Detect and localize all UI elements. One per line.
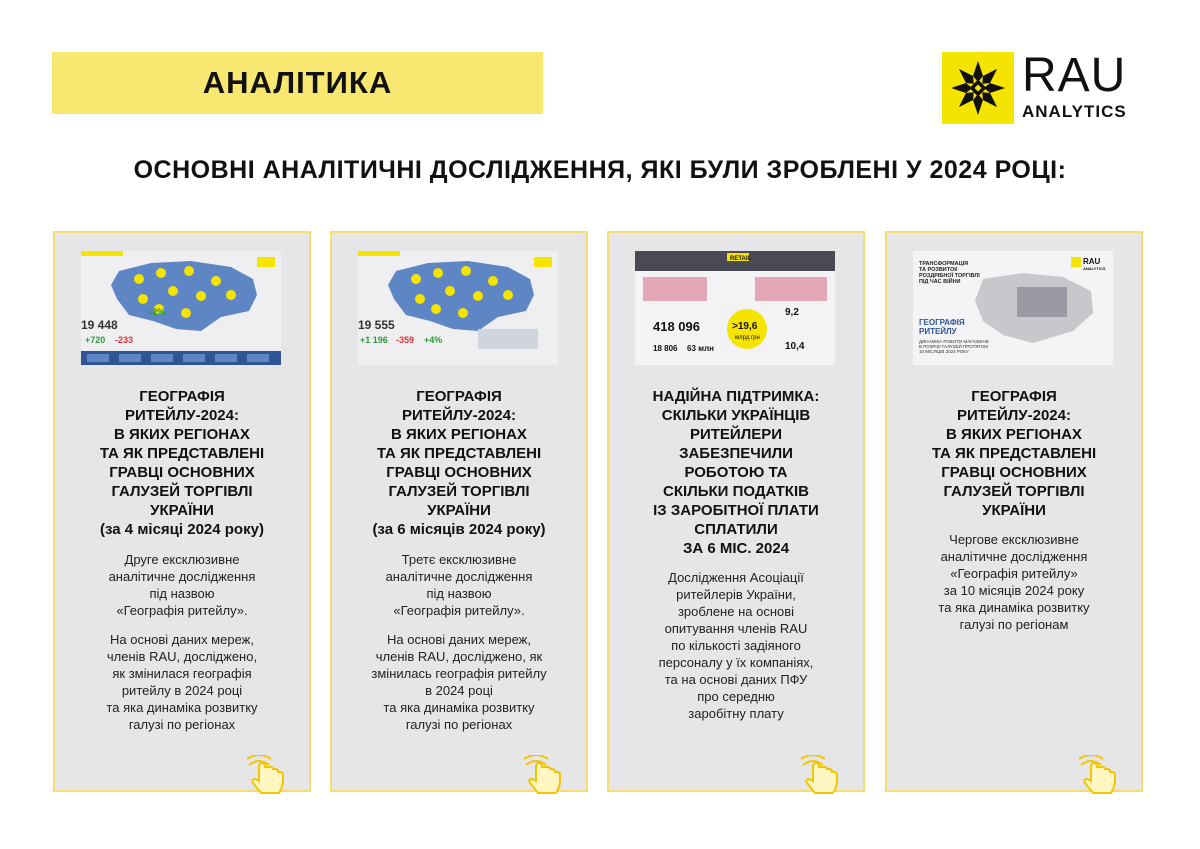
research-card-3[interactable] — [607, 231, 865, 792]
thumb-v2: 10,4 — [785, 341, 805, 352]
svg-text:РИТЕЙЛУ: РИТЕЙЛУ — [919, 327, 957, 336]
svg-text:ТРАНСФОРМАЦІЯ: ТРАНСФОРМАЦІЯ — [919, 261, 969, 267]
thumb-minus: -233 — [115, 335, 134, 345]
svg-text:В РОЗРІЗІ ГАЛУЗЕЙ ПРОТЯГОМ: В РОЗРІЗІ ГАЛУЗЕЙ ПРОТЯГОМ — [919, 344, 988, 349]
card-description-4: Чергове ексклюзивне аналітичне дослідження «Географія ритейлу» за 10 місяців 2024 року та яка динаміка розвитку галузі по регіонам — [938, 532, 1090, 632]
section-banner — [52, 52, 543, 114]
page-title: ОСНОВНІ АНАЛІТИЧНІ ДОСЛІДЖЕННЯ, ЯКІ БУЛИ ЗРОБЛЕНІ У 2024 РОЦІ: — [133, 156, 1067, 184]
thumb-plus: +720 — [85, 335, 106, 345]
report-thumbnail-4[interactable] — [913, 251, 1113, 365]
svg-text:ПІД ЧАС ВІЙНИ: ПІД ЧАС ВІЙНИ — [919, 279, 961, 285]
thumb-small1: 18 806 — [653, 344, 678, 353]
svg-text:RAU: RAU — [1083, 257, 1101, 266]
research-card-4[interactable] — [885, 231, 1143, 792]
thumb-big-number: 19 448 — [81, 318, 118, 332]
research-card-2[interactable] — [330, 231, 588, 792]
thumb-v1: 9,2 — [785, 307, 799, 318]
thumb-pct: +2% — [147, 307, 166, 317]
thumb-circle-unit: млрд грн — [735, 335, 760, 341]
report-thumbnail-3[interactable] — [635, 251, 835, 365]
card-description-1: Друге ексклюзивне аналітичне дослідження під назвою «Географія ритейлу». На основі даних мереж, членів RAU, досліджено, як змінилася географія ритейлу в 2024 році та яка динаміка розвитку галузі по регіонах — [106, 552, 258, 732]
thumb-big-number: 19 555 — [358, 318, 395, 332]
card-title-1: ГЕОГРАФІЯ РИТЕЙЛУ-2024: В ЯКИХ РЕГІОНАХ ТА ЯК ПРЕДСТАВЛЕНІ ГРАВЦІ ОСНОВНИХ ГАЛУЗЕЙ ТОРГІВЛІ УКРАЇНИ (за 4 місяці 2024 року) — [99, 388, 265, 538]
section-label: АНАЛІТИКА — [202, 65, 393, 100]
report-thumbnail-2[interactable] — [358, 251, 558, 365]
report-thumbnail-1[interactable] — [81, 251, 281, 365]
thumb-big-number: 418 096 — [653, 319, 700, 334]
card-description-3: Дослідження Асоціації ритейлерів України, зроблене на основі опитування членів RAU по кількості задіяного персоналу у їх компаніях, та на основі даних ПФУ про середню заробітну плату — [658, 570, 814, 721]
tap-hand-icon[interactable] — [522, 755, 566, 795]
logo-wordmark: RAU — [1022, 49, 1127, 102]
card-description-2: Третє ексклюзивне аналітичне дослідження під назвою «Географія ритейлу». На основі даних мереж, членів RAU, досліджено, як змінилась географія ритейлу в 2024 році та яка динаміка розвитку галузі по регіонах — [371, 552, 547, 732]
card-title-3: НАДІЙНА ПІДТРИМКА: СКІЛЬКИ УКРАЇНЦІВ РИТЕЙЛЕРИ ЗАБЕЗПЕЧИЛИ РОБОТОЮ ТА СКІЛЬКИ ПОДАТКІВ ІЗ ЗАРОБІТНОЇ ПЛАТИ СПЛАТИЛИ ЗА 6 МІС. 2024 — [652, 388, 820, 557]
rau-analytics-logo — [942, 49, 1152, 124]
thumb-minus: -359 — [396, 335, 415, 345]
svg-text:ANALYTICS: ANALYTICS — [1083, 266, 1106, 271]
tap-hand-icon[interactable] — [799, 755, 843, 795]
card-title-4: ГЕОГРАФІЯ РИТЕЙЛУ-2024: В ЯКИХ РЕГІОНАХ ТА ЯК ПРЕДСТАВЛЕНІ ГРАВЦІ ОСНОВНИХ ГАЛУЗЕЙ ТОРГІВЛІ УКРАЇНИ — [931, 388, 1097, 519]
star-ornament-icon — [942, 52, 1014, 124]
card-title-2: ГЕОГРАФІЯ РИТЕЙЛУ-2024: В ЯКИХ РЕГІОНАХ ТА ЯК ПРЕДСТАВЛЕНІ ГРАВЦІ ОСНОВНИХ ГАЛУЗЕЙ ТОРГІВЛІ УКРАЇНИ (за 6 місяців 2024 року) — [372, 388, 546, 538]
tap-hand-icon[interactable] — [245, 755, 289, 795]
thumb-tag: RETAIL — [730, 256, 752, 262]
logo-subtitle: ANALYTICS — [1022, 102, 1127, 121]
svg-text:РОЗДРІБНОЇ ТОРГІВЛІ: РОЗДРІБНОЇ ТОРГІВЛІ — [919, 273, 980, 279]
svg-text:ДИНАМІКА РОБОТИ МАГАЗИНІВ: ДИНАМІКА РОБОТИ МАГАЗИНІВ — [919, 339, 989, 344]
thumb-circle-value: >19,6 — [732, 321, 758, 332]
thumb-small2: 63 млн — [687, 344, 714, 353]
svg-text:ГЕОГРАФІЯ: ГЕОГРАФІЯ — [919, 318, 965, 327]
svg-text:10 МІСЯЦІВ 2024 РОКУ: 10 МІСЯЦІВ 2024 РОКУ — [919, 349, 969, 354]
tap-hand-icon[interactable] — [1077, 755, 1121, 795]
svg-text:ТА РОЗВИТОК: ТА РОЗВИТОК — [919, 267, 958, 273]
thumb-plus: +1 196 — [360, 335, 388, 345]
research-card-1[interactable] — [53, 231, 311, 792]
thumb-pct: +4% — [424, 335, 443, 345]
